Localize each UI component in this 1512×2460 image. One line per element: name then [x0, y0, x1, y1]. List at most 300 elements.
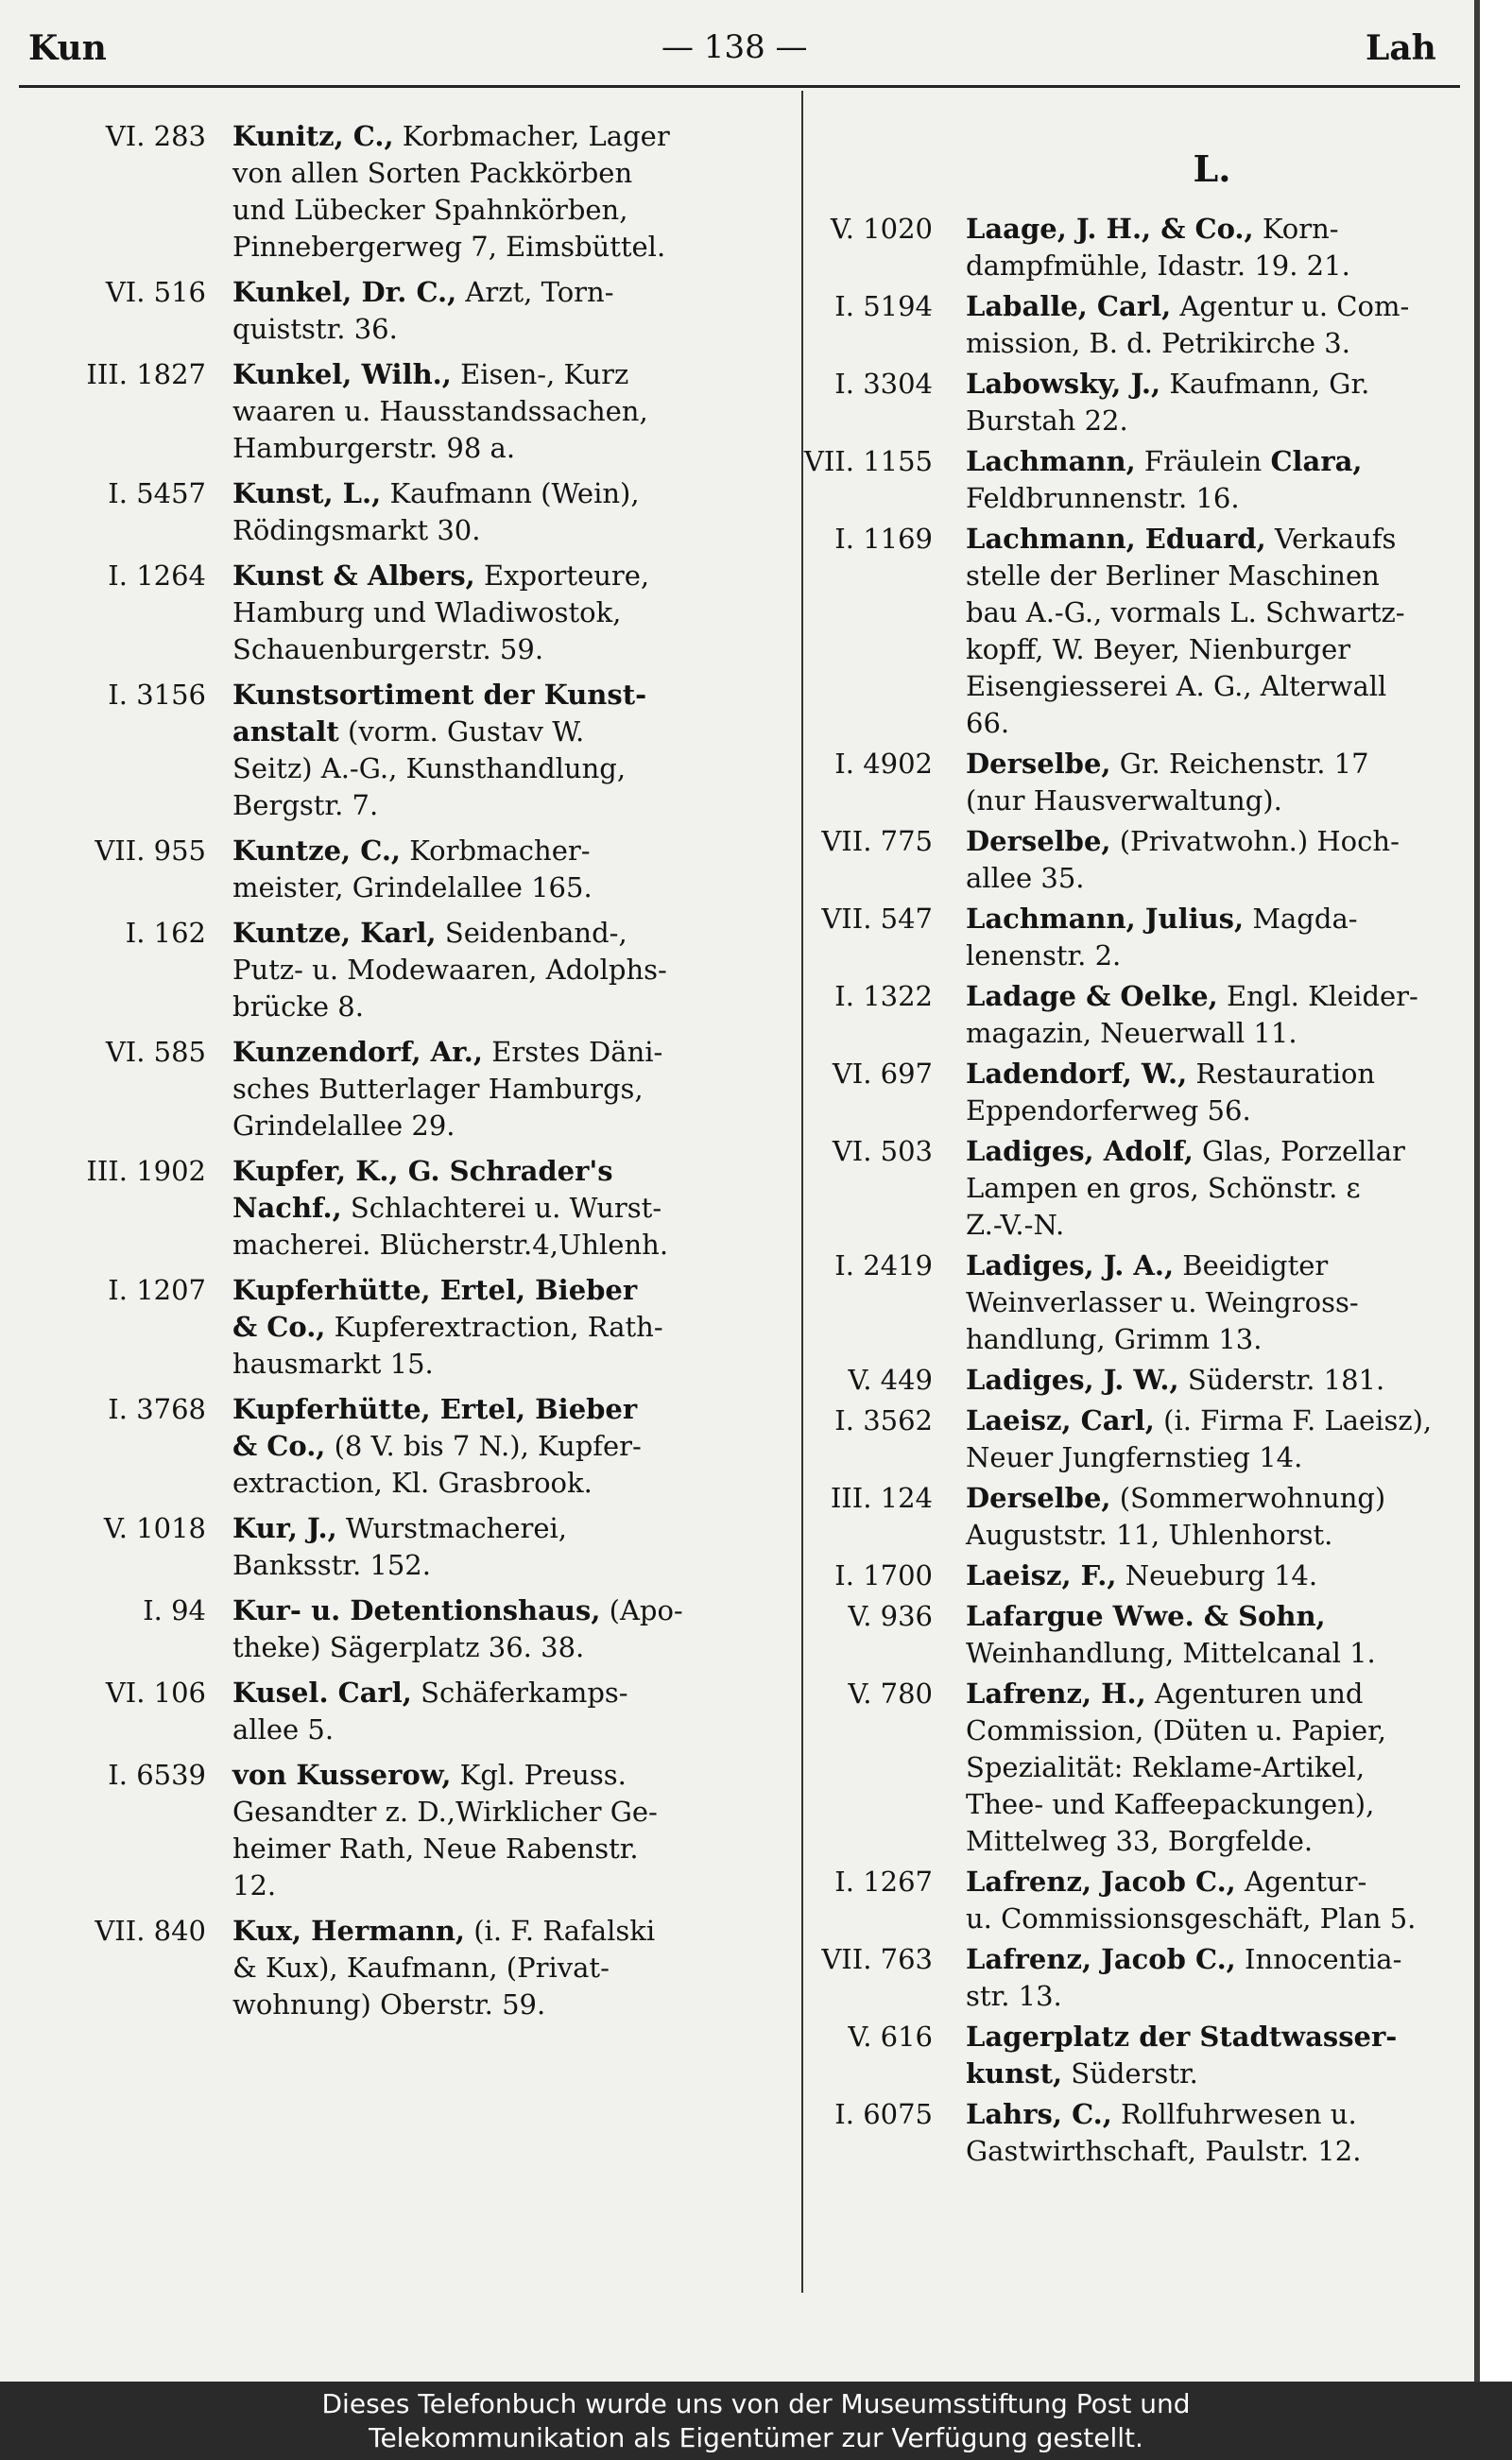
entry-line [232, 1831, 782, 1867]
entry-line [232, 1712, 782, 1748]
entry-text [232, 1510, 782, 1584]
entry-detail: mission, B. d. Petrikirche 3. [966, 327, 1350, 359]
entry-line [966, 1823, 1469, 1860]
entry-line [232, 356, 782, 393]
entry-detail: kopff, W. Beyer, Nienburger [966, 633, 1351, 665]
entry-detail: wohnung) Oberstr. 59. [232, 1988, 546, 2021]
entry-line [966, 2096, 1469, 2133]
entry-text [966, 443, 1469, 517]
entry-text [966, 1941, 1469, 2015]
entry-text [232, 558, 782, 668]
directory-entry [765, 288, 1469, 362]
entry-line [966, 1749, 1469, 1786]
entry-name-extra: Clara, [1270, 445, 1363, 477]
phone-number: I. 1207 [108, 1274, 206, 1306]
entry-line [966, 1901, 1469, 1937]
entry-name: Kunitz, C., [232, 120, 394, 152]
entry-line [966, 594, 1469, 631]
entry-detail: Banksstr. 152. [232, 1549, 431, 1581]
entry-detail: Weinverlasser u. Weingross- [966, 1286, 1359, 1318]
entry-detail: magazin, Neuerwall 11. [966, 1017, 1297, 1049]
entry-line [966, 2019, 1469, 2056]
entry-detail: Auguststr. 11, Uhlenhorst. [966, 1519, 1333, 1551]
entry-name: kunst, [966, 2057, 1063, 2090]
entry-detail: Korbmacher, Lager [393, 120, 670, 152]
entry-text [966, 211, 1469, 284]
entry-line [966, 823, 1469, 860]
left-column [26, 118, 782, 2032]
entry-detail: (i. F. Rafalski [465, 1915, 656, 1947]
entry-line [232, 1465, 782, 1502]
entry-text [232, 1592, 782, 1666]
entry-detail: Rödingsmarkt 30. [232, 514, 481, 546]
entry-line [232, 118, 782, 155]
entry-line [232, 1272, 782, 1309]
entry-text [966, 1056, 1469, 1129]
entry-text [232, 1153, 782, 1264]
entry-name: Kunst & Albers, [232, 559, 475, 592]
entry-name: Laballe, Carl, [966, 290, 1172, 322]
entry-text [966, 1247, 1469, 1358]
directory-entry [765, 1362, 1469, 1399]
entry-line [966, 631, 1469, 668]
entry-line [232, 1950, 782, 1987]
entry-detail: waaren u. Hausstandssachen, [232, 395, 648, 427]
entry-detail: str. 13. [966, 1980, 1062, 2012]
entry-line [232, 1428, 782, 1465]
entry-line [966, 1056, 1469, 1092]
directory-entry [26, 833, 782, 906]
phone-number: VI. 585 [105, 1036, 206, 1068]
entry-line [232, 229, 782, 266]
entry-text [232, 1034, 782, 1144]
directory-entry [765, 746, 1469, 819]
phone-number: I. 6539 [108, 1759, 206, 1791]
phone-number: I. 3562 [834, 1404, 933, 1436]
phone-number: VII. 763 [821, 1943, 933, 1975]
entry-text [232, 915, 782, 1025]
entry-text [232, 1391, 782, 1502]
entry-detail: Neuer Jungfernstieg 14. [966, 1441, 1303, 1473]
phone-number: I. 1169 [834, 523, 933, 555]
entry-line [232, 192, 782, 229]
entry-name: Kunkel, Dr. C., [232, 276, 457, 308]
entry-detail: meister, Grindelallee 165. [232, 871, 593, 903]
entry-text [232, 677, 782, 824]
entry-detail: und Lübecker Spahnkörben, [232, 194, 628, 226]
entry-detail: Glas, Porzellar [1193, 1135, 1405, 1167]
entry-detail: (8 V. bis 7 N.), Kupfer- [325, 1430, 642, 1462]
entry-line [966, 783, 1469, 819]
entry-line [232, 714, 782, 750]
entry-line [232, 1309, 782, 1346]
entry-line [232, 1071, 782, 1108]
entry-line [966, 558, 1469, 594]
phone-number: III. 124 [830, 1482, 933, 1514]
entry-line [966, 1598, 1469, 1635]
entry-detail: Agentur- [1235, 1866, 1367, 1898]
phone-number: I. 1700 [834, 1559, 933, 1591]
entry-detail: allee 35. [966, 862, 1085, 894]
directory-entry [765, 1941, 1469, 2015]
phone-number: VI. 697 [832, 1058, 933, 1090]
entry-name: Kunkel, Wilh., [232, 358, 452, 390]
entry-detail: Z.-V.-N. [966, 1209, 1065, 1241]
entry-text [966, 746, 1469, 819]
entry-detail: Hamburgerstr. 98 a. [232, 432, 516, 464]
entry-detail: Gesandter z. D.,Wirklicher Ge- [232, 1796, 658, 1828]
entry-line [966, 403, 1469, 439]
directory-entry [765, 1480, 1469, 1554]
directory-entry [26, 1757, 782, 1904]
phone-number: I. 4902 [834, 748, 933, 780]
entry-line [232, 475, 782, 512]
entry-detail: Rollfuhrwesen u. [1111, 2098, 1357, 2130]
directory-entry [765, 1402, 1469, 1476]
entry-text [966, 1598, 1469, 1672]
phone-number: III. 1827 [86, 358, 206, 390]
entry-detail: Agenturen und [1145, 1677, 1364, 1710]
entry-detail: (Privatwohn.) Hoch- [1110, 825, 1400, 857]
entry-detail: Erstes Däni- [482, 1036, 663, 1068]
entry-detail: Wurstmacherei, [336, 1512, 568, 1544]
entry-line [232, 1391, 782, 1428]
entry-name: Lachmann, [966, 445, 1136, 477]
phone-number: VII. 547 [821, 903, 933, 935]
entry-text [232, 1675, 782, 1748]
entry-name: Kur, J., [232, 1512, 337, 1544]
entry-line [232, 274, 782, 311]
directory-entry [765, 823, 1469, 897]
footer-line-2: Telekommunikation als Eigentümer zur Verfügung gestellt. [369, 2422, 1143, 2453]
entry-line [232, 1346, 782, 1383]
entry-detail: (Apo- [600, 1594, 683, 1626]
entry-line [966, 1517, 1469, 1554]
phone-number: VI. 283 [105, 120, 206, 152]
entry-detail: Thee- und Kaffeepackungen), [966, 1788, 1375, 1820]
phone-number: I. 2419 [834, 1249, 933, 1282]
phone-number: V. 616 [848, 2021, 933, 2053]
entry-line [966, 1284, 1469, 1321]
entry-line [232, 989, 782, 1025]
entry-detail: Gastwirthschaft, Paulstr. 12. [966, 2135, 1362, 2167]
entry-detail: Schauenburgerstr. 59. [232, 633, 544, 665]
entry-line [966, 938, 1469, 974]
entry-detail: Arzt, Torn- [456, 276, 614, 308]
entry-detail: Spezialität: Reklame-Artikel, [966, 1751, 1366, 1783]
entry-line [232, 915, 782, 952]
entry-line [232, 1510, 782, 1547]
entry-detail: Agentur u. Com- [1171, 290, 1410, 322]
entry-line [232, 1913, 782, 1950]
phone-number: V. 1018 [103, 1512, 206, 1544]
entry-line [232, 1547, 782, 1584]
entry-text [966, 901, 1469, 974]
entry-detail: Schlachterei u. Wurst- [341, 1192, 662, 1224]
directory-entry [26, 1034, 782, 1144]
directory-entry [765, 366, 1469, 439]
directory-entry [26, 1510, 782, 1584]
entry-detail: Putz- u. Modewaaren, Adolphs- [232, 954, 667, 986]
entry-name: Kuntze, Karl, [232, 917, 437, 949]
directory-entry [765, 1133, 1469, 1244]
entry-line [966, 668, 1469, 705]
entry-detail: Eisen-, Kurz [451, 358, 629, 390]
entry-text [232, 118, 782, 266]
entry-text [966, 1480, 1469, 1554]
entry-detail: u. Commissionsgeschäft, Plan 5. [966, 1902, 1417, 1935]
entry-name: anstalt [232, 715, 339, 748]
phone-number: I. 162 [125, 917, 206, 949]
entry-name: Kupfer, K., G. Schrader's [232, 1155, 613, 1187]
entry-detail: Mittelweg 33, Borgfelde. [966, 1825, 1314, 1857]
entry-line [232, 1867, 782, 1904]
entry-name: Lachmann, Eduard, [966, 523, 1266, 555]
entry-line [232, 1675, 782, 1712]
phone-number: VI. 516 [105, 276, 206, 308]
entry-line [966, 2056, 1469, 2092]
directory-entry [765, 1557, 1469, 1594]
entry-text [966, 1676, 1469, 1860]
entry-line [966, 1321, 1469, 1358]
entry-line [966, 2133, 1469, 2170]
phone-number: VI. 503 [832, 1135, 933, 1167]
entry-detail: Fräulein [1135, 445, 1271, 477]
directory-entry [765, 211, 1469, 284]
entry-name: Kux, Hermann, [232, 1915, 466, 1947]
entry-text [232, 1913, 782, 2023]
entry-name: Labowsky, J., [966, 368, 1161, 400]
entry-name: Lafrenz, H., [966, 1677, 1146, 1710]
entry-line [232, 1629, 782, 1666]
entry-line [966, 1480, 1469, 1517]
phone-number: V. 936 [848, 1600, 933, 1632]
phone-number: V. 449 [848, 1364, 933, 1396]
entry-line [232, 1227, 782, 1264]
entry-detail: Kaufmann, Gr. [1160, 368, 1370, 400]
directory-entry [26, 475, 782, 549]
entry-line [966, 521, 1469, 558]
entry-detail: macherei. Blücherstr.4,Uhlenh. [232, 1229, 669, 1261]
entry-name: Laeisz, Carl, [966, 1404, 1155, 1436]
entry-line [966, 1864, 1469, 1901]
entry-name: Nachf., [232, 1192, 342, 1224]
entry-line [966, 1676, 1469, 1712]
entry-line [966, 288, 1469, 325]
directory-entry [26, 274, 782, 348]
entry-text [232, 356, 782, 467]
entry-detail: hausmarkt 15. [232, 1348, 434, 1380]
directory-entry [765, 978, 1469, 1052]
entry-text [966, 521, 1469, 742]
entry-detail: Korn- [1253, 213, 1339, 245]
directory-entry [26, 356, 782, 467]
entry-detail: Neueburg 14. [1116, 1559, 1318, 1591]
entry-name: Kusel. Carl, [232, 1677, 412, 1709]
entry-detail: von allen Sorten Packkörben [232, 157, 633, 189]
entry-detail: theke) Sägerplatz 36. 38. [232, 1631, 585, 1663]
entry-line [232, 1034, 782, 1071]
entry-line [232, 1794, 782, 1831]
entry-line [966, 1439, 1469, 1476]
phone-number: I. 5194 [834, 290, 933, 322]
entry-line [966, 1635, 1469, 1672]
entry-text [966, 1557, 1469, 1594]
phone-number: VII. 1155 [803, 445, 933, 477]
phone-number: I. 3304 [834, 368, 933, 400]
entry-detail: Beeidigter [1174, 1249, 1329, 1282]
entry-line [966, 1015, 1469, 1052]
entry-line [966, 1362, 1469, 1399]
entry-line [966, 978, 1469, 1015]
footer-notice [0, 2382, 1512, 2460]
entry-detail: bau A.-G., vormals L. Schwartz- [966, 596, 1405, 628]
entry-line [232, 311, 782, 348]
entry-text [232, 274, 782, 348]
entry-text [966, 823, 1469, 897]
entry-detail: brücke 8. [232, 990, 364, 1023]
entry-line [232, 1987, 782, 2023]
entry-name: von Kusserow, [232, 1759, 452, 1791]
entry-detail: allee 5. [232, 1713, 335, 1746]
entry-line [232, 1108, 782, 1144]
entry-detail: handlung, Grimm 13. [966, 1323, 1263, 1355]
entry-line [966, 1092, 1469, 1129]
entry-detail: extraction, Kl. Grasbrook. [232, 1467, 593, 1499]
entry-line [966, 1712, 1469, 1749]
directory-entry [26, 1592, 782, 1666]
right-column [765, 118, 1469, 2174]
entry-line [232, 631, 782, 668]
entry-detail: sches Butterlager Hamburgs, [232, 1073, 644, 1105]
directory-entry [26, 558, 782, 668]
entry-detail: lenenstr. 2. [966, 939, 1122, 972]
entry-detail: Kupferextraction, Rath- [325, 1311, 663, 1343]
entry-detail: Engl. Kleider- [1217, 980, 1418, 1012]
entry-text [966, 288, 1469, 362]
entry-text [966, 978, 1469, 1052]
entry-line [232, 594, 782, 631]
directory-entry [26, 118, 782, 266]
directory-entry [765, 1676, 1469, 1860]
directory-entry [765, 443, 1469, 517]
entry-line [966, 325, 1469, 362]
directory-entry [26, 1913, 782, 2023]
page-number: — 138 — [662, 28, 808, 66]
entry-detail: Kaufmann (Wein), [381, 477, 640, 509]
entry-line [232, 677, 782, 714]
entry-text [232, 475, 782, 549]
entry-text [966, 366, 1469, 439]
entry-detail: Bergstr. 7. [232, 789, 379, 821]
entry-line [966, 366, 1469, 403]
entry-line [232, 512, 782, 549]
entry-text [966, 1133, 1469, 1244]
entry-text [232, 1757, 782, 1904]
entry-detail: dampfmühle, Idastr. 19. 21. [966, 249, 1350, 282]
directory-entry [26, 677, 782, 824]
entry-detail: Seidenband-, [436, 917, 627, 949]
entry-line [966, 1247, 1469, 1284]
entry-line [232, 833, 782, 869]
entry-detail: Verkaufs [1265, 523, 1397, 555]
phone-number: VII. 775 [821, 825, 933, 857]
entry-name: Lahrs, C., [966, 2098, 1112, 2130]
entry-line [966, 1133, 1469, 1170]
entry-line [232, 952, 782, 989]
entry-name: Kunzendorf, Ar., [232, 1036, 483, 1068]
phone-number: I. 3156 [108, 679, 206, 711]
directory-entry [765, 521, 1469, 742]
phone-number: VI. 106 [105, 1677, 206, 1709]
entry-detail: Schäferkamps- [411, 1677, 628, 1709]
entry-detail: heimer Rath, Neue Rabenstr. [232, 1832, 639, 1865]
phone-number: I. 94 [143, 1594, 206, 1626]
entry-text [966, 2019, 1469, 2092]
entry-line [966, 211, 1469, 248]
directory-entry [765, 1056, 1469, 1129]
entry-detail: (nur Hausverwaltung). [966, 784, 1282, 817]
entry-name: Lagerplatz der Stadtwasser- [966, 2021, 1398, 2053]
phone-number: I. 5457 [108, 477, 206, 509]
entry-detail: Grindelallee 29. [232, 1110, 455, 1142]
entry-detail: (Sommerwohnung) [1110, 1482, 1386, 1514]
entry-detail: Exporteure, [474, 559, 650, 592]
entry-line [232, 155, 782, 192]
entry-name: Derselbe, [966, 825, 1111, 857]
entry-detail: Eppendorferweg 56. [966, 1094, 1251, 1127]
entry-detail: Gr. Reichenstr. 17 [1110, 748, 1369, 780]
entry-line [232, 558, 782, 594]
entry-line [966, 1402, 1469, 1439]
entry-line [232, 430, 782, 467]
entry-name: Derselbe, [966, 1482, 1111, 1514]
phone-number: I. 3768 [108, 1393, 206, 1425]
entry-name: Lafrenz, Jacob C., [966, 1866, 1236, 1898]
entry-text [966, 1362, 1469, 1399]
section-letter: L. [1193, 147, 1231, 190]
entry-text [966, 2096, 1469, 2170]
entry-detail: Feldbrunnenstr. 16. [966, 482, 1240, 514]
entry-detail: Innocentia- [1235, 1943, 1402, 1975]
phone-number: I. 1267 [834, 1866, 933, 1898]
entry-text [232, 833, 782, 906]
entry-detail: Commission, (Düten u. Papier, [966, 1714, 1386, 1746]
phone-number: I. 1322 [834, 980, 933, 1012]
entry-name: Ladendorf, W., [966, 1058, 1188, 1090]
entry-line [232, 393, 782, 430]
entry-detail: Restauration [1187, 1058, 1376, 1090]
entry-name: Kupferhütte, Ertel, Bieber [232, 1393, 638, 1425]
entry-line [966, 248, 1469, 284]
header-right-keyword: Lah [1366, 28, 1436, 68]
entry-detail: 66. [966, 707, 1010, 739]
entry-name: Ladiges, J. A., [966, 1249, 1175, 1282]
phone-number: VII. 955 [94, 834, 206, 867]
directory-entry [26, 1153, 782, 1264]
entry-line [966, 1786, 1469, 1823]
entry-detail: Kgl. Preuss. [451, 1759, 627, 1791]
entry-line [232, 1592, 782, 1629]
phone-number: V. 1020 [830, 213, 933, 245]
entry-detail: stelle der Berliner Maschinen [966, 559, 1380, 592]
entry-name: Laage, J. H., & Co., [966, 213, 1254, 245]
phone-number: I. 1264 [108, 559, 206, 592]
entry-line [232, 1153, 782, 1190]
entry-detail: Eisengiesserei A. G., Alterwall [966, 670, 1387, 702]
entry-line [232, 750, 782, 787]
entry-detail: Hamburg und Wladiwostok, [232, 596, 622, 628]
